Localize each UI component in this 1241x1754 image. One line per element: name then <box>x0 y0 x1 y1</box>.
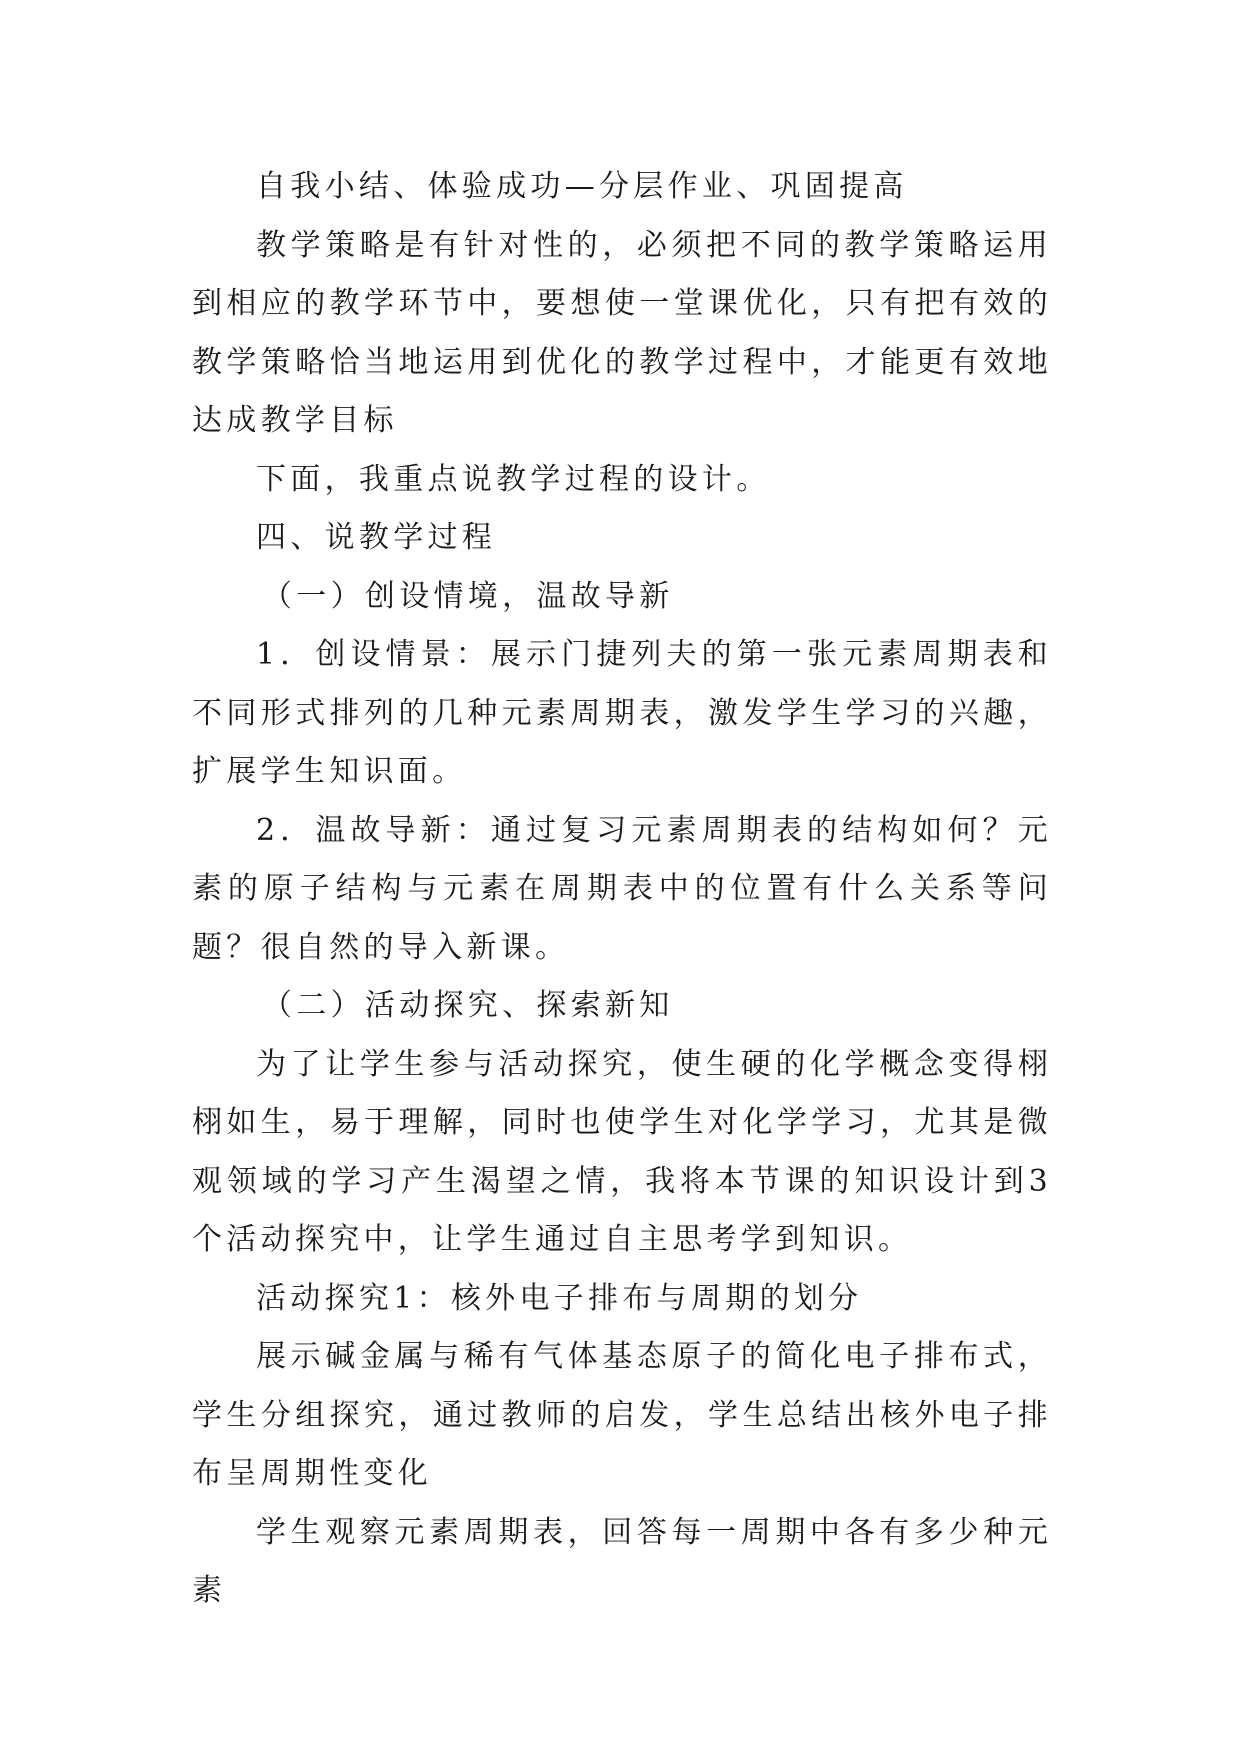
text-column <box>192 158 1052 1621</box>
paragraph-summary-homework: 自我小结、体验成功—分层作业、巩固提高 <box>256 169 908 204</box>
paragraph-observe-table: 学生观察元素周期表，回答每一周期中各有多少种元素 <box>192 1514 1052 1608</box>
paragraph-electron-configuration: 展示碱金属与稀有气体基态原子的简化电子排布式，学生分组探究，通过教师的启发，学生总结出核外电子排布呈周期性变化 <box>192 1339 1052 1491</box>
paragraph-review-introduce: 2．温故导新：通过复习元素周期表的结构如何？元素的原子结构与元素在周期表中的位置有什么关系等问题？很自然的导入新课。 <box>192 812 1052 965</box>
paragraph-process-intro: 下面，我重点说教学过程的设计。 <box>256 461 771 497</box>
paragraph-activity-design: 为了让学生参与活动探究，使生硬的化学概念变得栩栩如生，易于理解，同时也使学生对化学学习，尤其是微观领域的学习产生渴望之情，我将本节课的知识设计到3个活动探究中，让学生通过自主思考学到知识。 <box>192 1046 1052 1257</box>
activity-heading-1: 活动探究1：核外电子排布与周期的划分 <box>256 1280 863 1316</box>
paragraph-teaching-strategy: 教学策略是有针对性的，必须把不同的教学策略运用到相应的教学环节中，要想使一堂课优化，只有把有效的教学策略恰当地运用到优化的教学过程中，才能更有效地达成教学目标 <box>192 227 1052 438</box>
paragraph-create-scenario: 1．创设情景：展示门捷列夫的第一张元素周期表和不同形式排列的几种元素周期表，激发学生学习的兴趣，扩展学生知识面。 <box>192 637 1052 789</box>
section-heading-teaching-process: 四、说教学过程 <box>256 520 497 555</box>
subsection-heading-scenario: （一）创设情境，温故导新 <box>262 578 674 614</box>
subsection-heading-activity: （二）活动探究、探索新知 <box>262 988 674 1023</box>
